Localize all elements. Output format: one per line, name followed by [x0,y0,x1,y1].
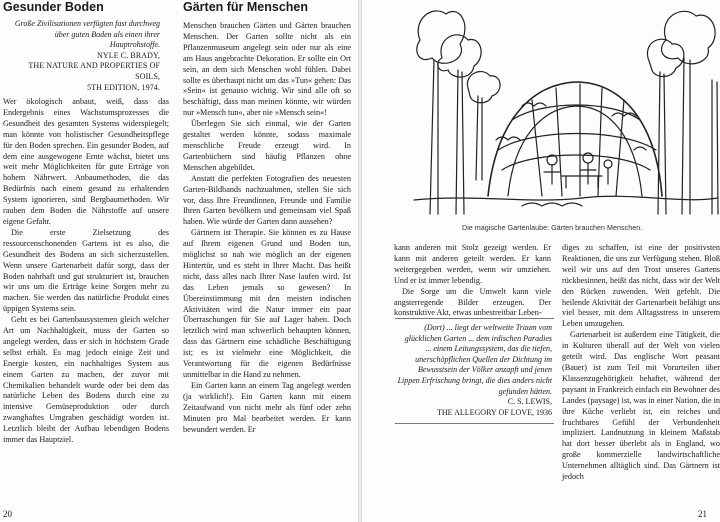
paragraph: Ein Garten kann an einem Tag angelegt werden (ja wirklich!). Ein Garten kann mit einem Zeitaufwand von nicht mehr als fünf oder zehn Minuten pro Mal bearbeitet werden. Er kann bewundert werden. Er [183,380,351,434]
illustration-caption: Die magische Gartenlaube: Gärten brauchen Menschen. [462,223,643,232]
paragraph: diges zu schaffen, ist eine der positivsten Reaktionen, die uns zur Verfügung stehen. Bloß weil wir uns auf den Trost unseres Gartens rückbesinnen, heißt das nicht, dass wir der Welt den Rücken zuwenden. Weit gefehlt. Die heilende Aktivität der Gartenarbeit befähigt uns viel besser, mit dem Alltagsstress in unserem Leben umzugehen. [562,243,720,329]
epigraph-edition: 5TH EDITION, 1974. [87,82,160,92]
page-number-right: 21 [698,509,707,519]
epigraph-text: Große Zivilisationen verfügten fast durchweg über guten Boden als einen ihrer Hauptrohstoffe. [14,19,160,50]
paragraph: Gartenarbeit ist außerdem eine Tätigkeit, die in Kulturen überall auf der Welt von vielen geteilt wird. Das englische Wort peasant (Bauer) ist zum Teil mit Vorurteilen über Klassenzugehörigkeit behaftet, während der paysant in Frankreich einfach ein Bewohner des Landes (paysage) ist, was in einer Nation, die in ihre Küche verliebt ist, ein reiches und fruchtbares Gefühl der Verbundenheit impliziert. Landnutzung in kleinem Maßstab hat dort besser überlebt als in England, wo große kommerzielle landwirtschaftliche Unternehmen alltäglich sind. Das Gärtnern ist jedoch [562,330,720,482]
paragraph: Die Sorge um die Umwelt kann viele angsterregende Bilder erzeugen. Der konstruktive Akt, etwas unbestreitbar Leben- [394,286,551,318]
garden-arbour-illustration [412,0,720,216]
text-column-2 [183,21,351,435]
left-page [0,0,358,522]
quote-text: (Dort) ... liegt der weltweite Traum vom glücklichen Garten ... dem irdischen Paradies ... einem Leitungssystem, das die tiefen, unerschöpflichen Quellen der Dichtung im Bewusstsein der Völker anzapft und jenen Lippen Erfrischung bringt, die dies anders nicht gefunden hätten. [397,323,552,396]
paragraph: Gärtnern ist Therapie. Sie können es zu Hause auf Ihrem eigenen Grund und Boden tun, möglichst so nah wie möglich an der eigenen Hintertür, und es steht in Ihrer Macht. Das heißt nicht, dass alles nach Ihrer Nase laufen wird. Ist das Leben jemals so gewesen? In Übereinstimmung mit den meisten indischen Aktivitäten wird die Natur immer ein paar Überraschungen für Sie auf Lager haben. Doch letztlich wird man schwerlich behaupten können, dass das Gärtnern eine schädliche Beschäftigung ist; es ist vielmehr eine Möglichkeit, die Verantwortung für die eigenen Bedürfnisse unmittelbar in die Hand zu nehmen. [183,228,351,379]
paragraph: Geht es bei Gartenbausystemen gleich welcher Art um Nachhaltigkeit, muss der Garten so angelegt werden, dass er sich in höchstem Grade selbst erhält. Es mag jedoch einige Zeit und Energie kosten, ein nachhaltiges System aus einem Garten zu machen, der zuvor mit Chemikalien behandelt wurde oder bei dem das natürliche Leben des Bodens durch eine zu intensive Gemüseproduktion oder durch zwanghaftes Umgraben geschädigt worden ist. Letztlich bleibt der Aufbau lebendigen Bodens immer das Hauptziel. [3,315,169,445]
epigraph-author: NYLE C. BRADY, [96,50,160,60]
right-page [362,0,720,522]
page-number-left: 20 [3,509,12,519]
quote-author: C. S. LEWIS, [507,397,552,407]
paragraph: Anstatt die perfekten Fotografien des neuesten Garten-Bildbands nachzuahmen, stellen Sie sich vor, dass Ihre Freundinnen, Freunde und Familie Ihren Garten bevölkern und gemeinsam viel Spaß haben. Wie würde der Garten dann aussehen? [183,173,351,227]
section-heading-gardens-for-people: Gärten für Menschen [183,0,309,14]
text-column-4 [562,243,720,483]
paragraph: Überlegen Sie sich einmal, wie der Garten gestaltet werden könnte, sodass maximale menschliche Freude erzeugt wird. In Gartenbüchern sind häufig Pflanzen ohne Menschen abgebildet. [183,119,351,172]
epigraph-source: THE NATURE AND PROPERTIES OF SOILS, [28,61,160,81]
quote-source: THE ALLEGORY OF LOVE, 1936 [436,407,552,417]
paragraph: Wer ökologisch anbaut, weiß, dass das Endergebnis eines Wachstumsprozesses die Gesundheit des gesamten Systems widerspiegelt; man könnte von holistischer Gesundheitspflege für den Boden sprechen. Ein gesunder Boden, auf dem eine ausgewogene Ernte wächst, bietet uns weit mehr Möglichkeiten für gute Erträge von hohem Nährwert. Anbaumethoden, die das Bedürfnis nach einem gesund zu erhaltenden System ignorieren, sind Bergbaumethoden. Wir rauben dem Boden die Nährstoffe auf unsere eigene Gefahr. [3,97,169,226]
paragraph: kann anderen mit Stolz gezeigt werden. Er kann mit anderen geteilt werden. Er kann weitergegeben werden, wenn wir umziehen. Und er ist immer lebendig. [394,243,551,285]
text-column-1 [3,97,169,446]
pull-quote [395,318,554,424]
text-column-3 [394,243,551,319]
paragraph: Die erste Zielsetzung des ressourcenschonenden Gartens ist es also, die Gesundheit des Bodens an sich sicherzustellen. Wenn unsere Gartenarbeit dafür sorgt, dass der Boden nahrhaft und gut strukturiert ist, brauchen wir uns um die Erträge keine Sorgen mehr zu machen. Sie werden das natürliche Produkt eines üppigen Systems sein. [3,227,169,314]
paragraph: Menschen brauchen Gärten und Gärten brauchen Menschen. Der Garten sollte nicht als ein Pflanzenmuseum angelegt sein oder nur als eine am Haus angebrachte Dekoration. Er sollte ein Ort sein, an dem sich Menschen wohl fühlen. Dabei sollte es überhaupt nicht um das »Tun« gehen: Das »Sein« ist genauso wichtig. Wir sind alle oft so beschäftigt, dass man meinen könnte, wir würden nur »Mensch tun«, aber nie »Mensch sein«! [183,21,351,118]
epigraph [8,19,160,93]
section-heading-healthy-soil: Gesunder Boden [3,0,104,14]
